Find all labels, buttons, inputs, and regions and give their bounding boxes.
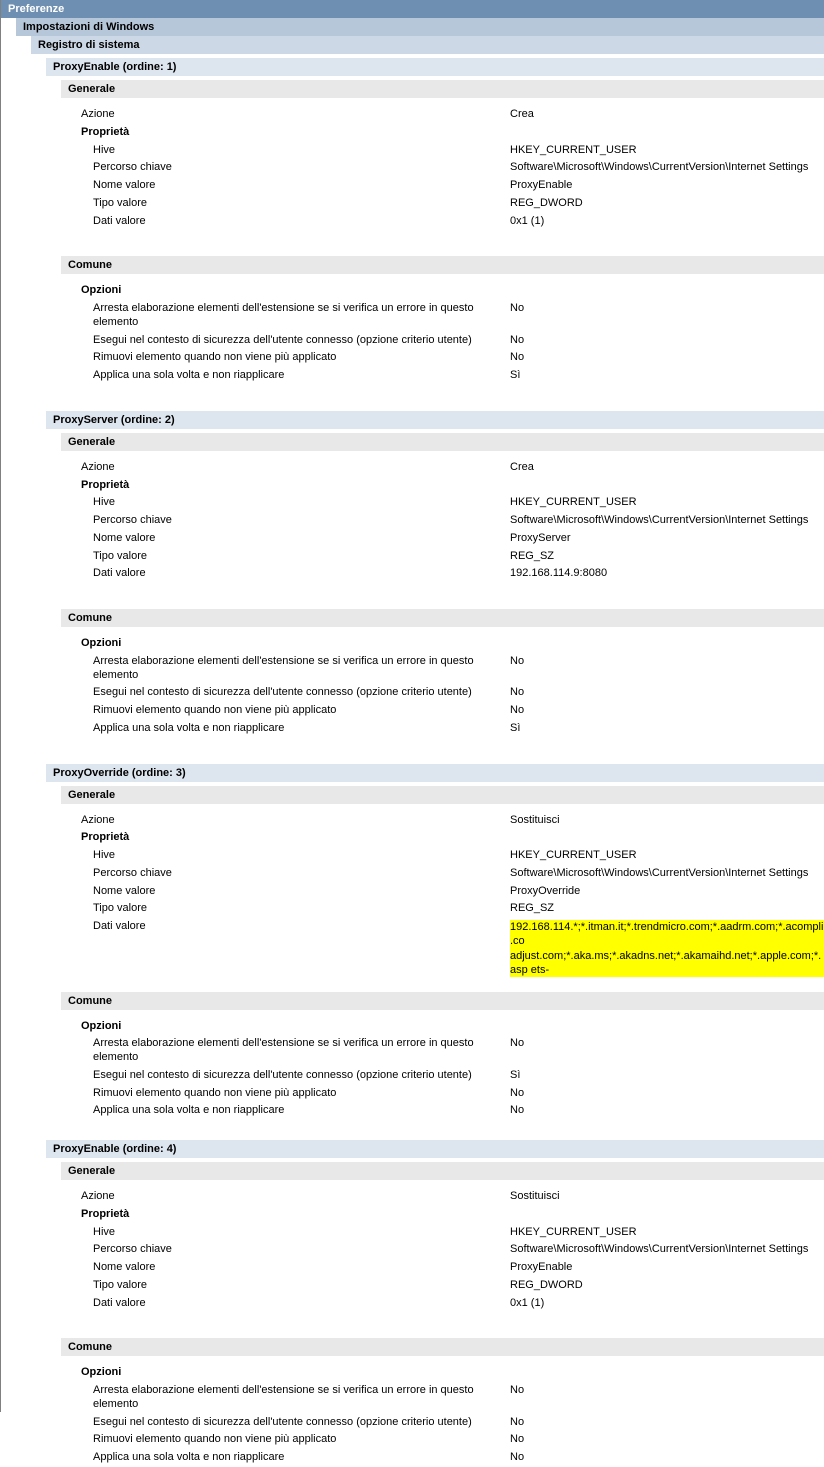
registry-item-body — [61, 786, 824, 1121]
row-value-nome-valore: ProxyEnable — [510, 179, 573, 191]
comune-table — [61, 1364, 824, 1467]
table-row — [61, 1188, 824, 1206]
row-value-hive: HKEY_CURRENT_USER — [510, 496, 637, 509]
table-row — [61, 530, 824, 548]
row-value-opt-security: No — [510, 1415, 525, 1428]
row-value-azione: Sostituisci — [510, 1190, 560, 1203]
row-value-nome-valore: ProxyServer — [510, 531, 571, 544]
row-label-opt-security: Esegui nel contesto di sicurezza dell'utente connesso (opzione criterio utente) — [93, 686, 472, 699]
row-value-opt-once: No — [510, 1451, 525, 1464]
row-value-dati-valore: 0x1 (1) — [510, 214, 545, 227]
row-label-percorso-chiave: Percorso chiave — [93, 514, 172, 526]
row-label-hive: Hive — [93, 496, 116, 509]
table-row — [61, 142, 824, 160]
table-row — [61, 195, 824, 213]
row-value-opzioni — [506, 1364, 824, 1382]
row-value-tipo-valore: REG_DWORD — [510, 1278, 583, 1291]
table-row — [61, 1295, 824, 1313]
table-row — [61, 900, 824, 918]
row-value-opt-stop: No — [510, 302, 525, 314]
row-label-opt-remove: Rimuovi elemento quando non viene più applicato — [93, 704, 337, 716]
comune-table — [61, 282, 824, 385]
row-label-opt-security: Esegui nel contesto di sicurezza dell'utente connesso (opzione criterio utente) — [93, 1415, 472, 1428]
table-row — [61, 1018, 824, 1036]
table-row — [61, 512, 824, 530]
row-label-opt-once: Applica una sola volta e non riapplicare — [93, 721, 285, 734]
row-label-proprieta: Proprietà — [81, 478, 130, 491]
subsection-comune: Comune — [61, 256, 824, 274]
registry-item-body — [61, 80, 824, 385]
row-value-proprieta — [506, 1206, 824, 1224]
row-label-nome-valore: Nome valore — [93, 884, 156, 897]
row-label-tipo-valore: Tipo valore — [93, 196, 148, 209]
table-row — [61, 829, 824, 847]
row-label-opt-stop: Arresta elaborazione elementi dell'estensione se si verifica un errore in questo elemento — [93, 1384, 474, 1410]
table-row — [61, 1259, 824, 1277]
row-value-azione: Crea — [510, 460, 534, 473]
row-value-opt-security: No — [510, 333, 525, 346]
row-value-nome-valore: ProxyEnable — [510, 1261, 573, 1274]
table-row — [61, 1382, 824, 1414]
table-row — [61, 1364, 824, 1382]
row-value-opt-stop: No — [510, 1384, 525, 1397]
registry-item-header[interactable]: ProxyServer (ordine: 2) — [46, 411, 824, 429]
comune-table — [61, 1018, 824, 1121]
row-value-opt-remove: No — [510, 1086, 525, 1099]
row-label-opt-remove: Rimuovi elemento quando non viene più applicato — [93, 1433, 337, 1446]
table-row — [61, 459, 824, 477]
table-row — [61, 1414, 824, 1432]
row-label-opzioni: Opzioni — [81, 1366, 122, 1379]
row-label-nome-valore: Nome valore — [93, 531, 156, 544]
row-value-opt-stop: No — [510, 1037, 525, 1050]
table-row — [61, 1224, 824, 1242]
table-row — [61, 1431, 824, 1449]
row-value-opt-remove: No — [510, 1433, 525, 1446]
row-label-opt-stop: Arresta elaborazione elementi dell'estensione se si verifica un errore in questo elemento — [93, 1037, 474, 1064]
row-value-opzioni — [506, 282, 824, 300]
row-label-percorso-chiave: Percorso chiave — [93, 1243, 172, 1256]
subsection-comune: Comune — [61, 1338, 824, 1356]
row-value-opt-once: No — [510, 1104, 525, 1117]
table-row — [61, 1085, 824, 1103]
row-label-opt-security: Esegui nel contesto di sicurezza dell'utente connesso (opzione criterio utente) — [93, 1068, 472, 1081]
highlighted-value: 192.168.114.*;*.itman.it;*.trendmicro.com;*.aadrm.com;*.acompli.co adjust.com;*.aka.ms;*.akadns.net;*.akamaihd.net;*.apple.com;*.asp ets- — [510, 921, 824, 976]
row-label-azione: Azione — [81, 1190, 115, 1203]
row-value-dati-valore: 0x1 (1) — [510, 1296, 545, 1309]
generale-table — [61, 106, 824, 230]
row-value-proprieta — [506, 477, 824, 495]
table-row — [61, 213, 824, 231]
row-label-opt-stop: Arresta elaborazione elementi dell'estensione se si verifica un errore in questo elemento — [93, 302, 474, 328]
row-label-azione: Azione — [81, 108, 115, 120]
registry-item-header[interactable]: ProxyOverride (ordine: 3) — [46, 764, 824, 782]
subsection-generale: Generale — [61, 433, 824, 451]
row-label-percorso-chiave: Percorso chiave — [93, 161, 172, 174]
subsection-comune: Comune — [61, 992, 824, 1010]
row-value-proprieta — [506, 829, 824, 847]
generale-table — [61, 459, 824, 583]
comune-table — [61, 635, 824, 738]
row-value-percorso-chiave: Software\Microsoft\Windows\CurrentVersion\Internet Settings — [510, 866, 809, 879]
table-row — [61, 653, 824, 685]
table-row — [61, 1035, 824, 1067]
row-label-opt-once: Applica una sola volta e non riapplicare — [93, 369, 285, 381]
section-header-preferences[interactable]: Preferenze — [1, 0, 824, 18]
registry-item-body — [61, 1162, 824, 1467]
row-label-azione: Azione — [81, 813, 115, 826]
table-row — [61, 124, 824, 142]
row-value-hive: HKEY_CURRENT_USER — [510, 1225, 637, 1238]
section-header-windows-settings[interactable]: Impostazioni di Windows — [16, 18, 824, 36]
subsection-generale: Generale — [61, 80, 824, 98]
registry-item-body — [61, 433, 824, 738]
row-value-opt-stop: No — [510, 654, 525, 667]
row-value-percorso-chiave: Software\Microsoft\Windows\CurrentVersion\Internet Settings — [510, 1243, 809, 1256]
row-value-opt-remove: No — [510, 704, 525, 716]
row-value-nome-valore: ProxyOverride — [510, 884, 581, 897]
table-row — [61, 918, 824, 980]
table-row — [61, 159, 824, 177]
table-row — [61, 1277, 824, 1295]
row-value-hive: HKEY_CURRENT_USER — [510, 849, 637, 861]
table-row — [61, 865, 824, 883]
row-label-hive: Hive — [93, 849, 116, 861]
table-row — [61, 1067, 824, 1085]
row-label-azione: Azione — [81, 460, 115, 473]
row-label-dati-valore: Dati valore — [93, 920, 146, 932]
subsection-comune: Comune — [61, 609, 824, 627]
table-row — [61, 1449, 824, 1467]
row-label-tipo-valore: Tipo valore — [93, 902, 148, 915]
row-value-azione: Crea — [510, 108, 534, 120]
row-label-opt-once: Applica una sola volta e non riapplicare — [93, 1451, 285, 1464]
registry-item-header[interactable]: ProxyEnable (ordine: 1) — [46, 58, 824, 76]
row-label-opt-once: Applica una sola volta e non riapplicare — [93, 1104, 285, 1117]
row-label-opt-remove: Rimuovi elemento quando non viene più applicato — [93, 1086, 337, 1099]
row-label-dati-valore: Dati valore — [93, 1296, 146, 1309]
row-value-tipo-valore: REG_DWORD — [510, 196, 583, 209]
row-label-opt-security: Esegui nel contesto di sicurezza dell'utente connesso (opzione criterio utente) — [93, 333, 472, 346]
row-label-opt-remove: Rimuovi elemento quando non viene più applicato — [93, 351, 337, 364]
row-label-dati-valore: Dati valore — [93, 567, 146, 580]
row-label-tipo-valore: Tipo valore — [93, 549, 148, 562]
row-label-opt-stop: Arresta elaborazione elementi dell'estensione se si verifica un errore in questo elemento — [93, 654, 474, 681]
row-value-opzioni — [506, 635, 824, 653]
row-label-percorso-chiave: Percorso chiave — [93, 866, 172, 879]
row-value-dati-valore-container — [506, 918, 824, 980]
table-row — [61, 494, 824, 512]
registry-item-header[interactable]: ProxyEnable (ordine: 4) — [46, 1140, 824, 1158]
row-value-proprieta — [506, 124, 824, 142]
row-value-opt-once: Sì — [510, 721, 521, 734]
row-value-tipo-valore: REG_SZ — [510, 902, 555, 915]
row-value-opzioni — [506, 1018, 824, 1036]
row-label-proprieta: Proprietà — [81, 1207, 130, 1220]
table-row — [61, 883, 824, 901]
table-row — [61, 548, 824, 566]
table-row — [61, 720, 824, 738]
row-value-dati-valore: 192.168.114.9:8080 — [510, 567, 608, 580]
row-value-opt-once: Sì — [510, 369, 521, 381]
subsection-generale: Generale — [61, 1162, 824, 1180]
row-value-percorso-chiave: Software\Microsoft\Windows\CurrentVersion\Internet Settings — [510, 514, 809, 526]
generale-table — [61, 812, 824, 980]
row-value-opt-remove: No — [510, 351, 525, 364]
table-row — [61, 1241, 824, 1259]
table-row — [61, 106, 824, 124]
row-label-dati-valore: Dati valore — [93, 214, 146, 227]
row-label-opzioni: Opzioni — [81, 1019, 122, 1032]
row-label-opzioni: Opzioni — [81, 637, 122, 649]
table-row — [61, 1206, 824, 1224]
table-row — [61, 684, 824, 702]
row-value-opt-security: No — [510, 686, 525, 699]
generale-table — [61, 1188, 824, 1312]
table-row — [61, 812, 824, 830]
table-row — [61, 282, 824, 300]
row-label-hive: Hive — [93, 1225, 116, 1238]
row-label-tipo-valore: Tipo valore — [93, 1278, 148, 1291]
row-label-opzioni: Opzioni — [81, 284, 122, 297]
row-label-nome-valore: Nome valore — [93, 1261, 156, 1274]
table-row — [61, 349, 824, 367]
section-header-registry[interactable]: Registro di sistema — [31, 36, 824, 54]
table-row — [61, 702, 824, 720]
row-value-percorso-chiave: Software\Microsoft\Windows\CurrentVersion\Internet Settings — [510, 161, 809, 174]
row-value-opt-security: Sì — [510, 1068, 521, 1081]
row-label-nome-valore: Nome valore — [93, 179, 156, 191]
table-row — [61, 635, 824, 653]
row-label-hive: Hive — [93, 143, 116, 156]
table-row — [61, 367, 824, 385]
table-row — [61, 477, 824, 495]
table-row — [61, 847, 824, 865]
table-row — [61, 1102, 824, 1120]
table-row — [61, 300, 824, 332]
row-value-tipo-valore: REG_SZ — [510, 549, 555, 562]
row-label-proprieta: Proprietà — [81, 831, 130, 844]
subsection-generale: Generale — [61, 786, 824, 804]
table-row — [61, 565, 824, 583]
row-label-proprieta: Proprietà — [81, 125, 130, 138]
table-row — [61, 177, 824, 195]
table-row — [61, 332, 824, 350]
row-value-hive: HKEY_CURRENT_USER — [510, 143, 637, 156]
row-value-azione: Sostituisci — [510, 813, 560, 826]
